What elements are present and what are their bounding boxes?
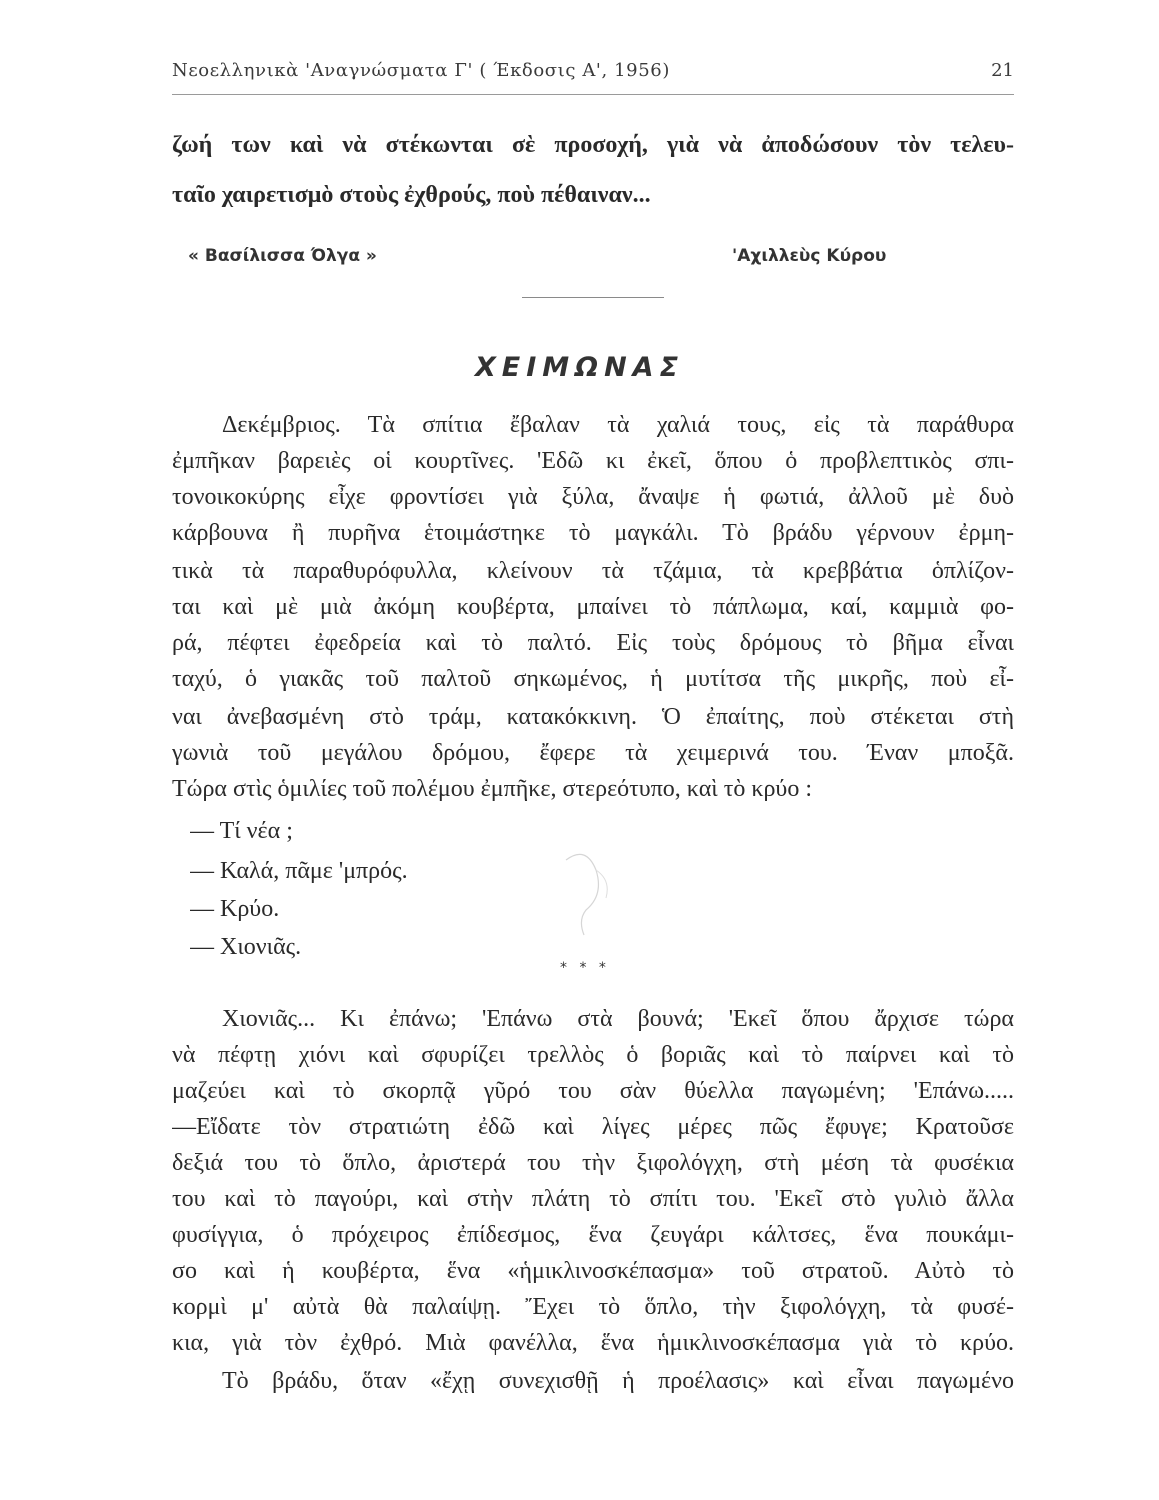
paragraph-line: γωνιὰ τοῦ μεγάλου δρόμου, ἔφερε τὰ χειμερινά του. Έναν μποξᾶ. — [172, 740, 1014, 766]
book-title: Νεοελληνικὰ 'Αναγνώσματα Γ' ( Έκδοσις Α', 1956) — [172, 60, 670, 81]
paragraph-line: —Εἴδατε τὸν στρατιώτη ἐδῶ καὶ λίγες μέρες πῶς ἔφυγε; Κρατοῦσε — [172, 1114, 1014, 1140]
source-title: « Βασίλισσα Όλγα » — [188, 246, 377, 266]
paragraph-line: ται καὶ μὲ μιὰ ἀκόμη κουβέρτα, μπαίνει τὸ πάπλωμα, καί, καμμιὰ φο- — [172, 594, 1014, 620]
paragraph-line: τικὰ τὰ παραθυρόφυλλα, κλείνουν τὰ τζάμια, τὰ κρεββάτια ὁπλίζον- — [172, 558, 1014, 584]
paragraph-line: Δεκέμβριος. Τὰ σπίτια ἔβαλαν τὰ χαλιά τους, εἰς τὰ παράθυρα — [222, 412, 1014, 438]
running-header — [172, 58, 1014, 95]
dialogue-line: — Τί νέα ; — [190, 818, 293, 844]
section-title: ΧΕΙΜΩΝΑΣ — [474, 352, 685, 383]
section-stars: * * * — [560, 960, 610, 976]
dialogue-line: — Καλά, πᾶμε 'μπρός. — [190, 858, 408, 884]
paragraph-line: μαζεύει καὶ τὸ σκορπᾷ γῦρό του σὰν θύελλα παγωμένη; 'Επάνω..... — [172, 1078, 1014, 1104]
page-number: 21 — [991, 60, 1014, 81]
paragraph-line: δεξιά του τὸ ὅπλο, ἀριστερά του τὴν ξιφολόγχη, στὴ μέση τὰ φυσέκια — [172, 1150, 1014, 1176]
paragraph-line: φυσίγγια, ὁ πρόχειρος ἐπίδεσμος, ἕνα ζευγάρι κάλτσες, ἕνα πουκάμι- — [172, 1222, 1014, 1248]
dialogue-line: — Χιονιᾶς. — [190, 934, 302, 960]
section-divider — [522, 297, 664, 298]
prev-passage-line: ζωή των καὶ νὰ στέκωνται σὲ προσοχή, γιὰ νὰ ἀποδώσουν τὸν τελευ- — [172, 132, 1014, 158]
paragraph-line: του καὶ τὸ παγούρι, καὶ στὴν πλάτη τὸ σπίτι του. 'Εκεῖ στὸ γυλιὸ ἄλλα — [172, 1186, 1014, 1212]
paragraph-line: ἐμπῆκαν βαρειὲς οἱ κουρτῖνες. 'Εδῶ κι ἐκεῖ, ὅπου ὁ προβλεπτικὸς σπι- — [172, 448, 1014, 474]
paragraph-line: ναι ἀνεβασμένη στὸ τράμ, κατακόκκινη. Ὁ ἐπαίτης, ποὺ στέκεται στὴ — [172, 704, 1014, 730]
dialogue-line: — Κρύο. — [190, 896, 280, 922]
author-name: 'Αχιλλεὺς Κύρου — [732, 246, 887, 266]
paragraph-line: Χιονιᾶς... Κι ἐπάνω; 'Επάνω στὰ βουνά; 'Εκεῖ ὅπου ἄρχισε τώρα — [222, 1006, 1014, 1032]
prev-passage-line: ταῖο χαιρετισμὸ στοὺς ἐχθρούς, ποὺ πέθαιναν... — [172, 182, 651, 208]
paragraph-line: ρά, πέφτει ἐφεδρεία καὶ τὸ παλτό. Εἰς τοὺς δρόμους τὸ βῆμα εἶναι — [172, 630, 1014, 656]
paragraph-line: Τώρα στὶς ὁμιλίες τοῦ πολέμου ἐμπῆκε, στερεότυπο, καὶ τὸ κρύο : — [172, 776, 812, 802]
paragraph-line: Τὸ βράδυ, ὅταν «ἔχῃ συνεχισθῇ ἡ προέλασις» καὶ εἶναι παγωμένο — [222, 1368, 1014, 1394]
paragraph-line: σο καὶ ἡ κουβέρτα, ἕνα «ἡμικλινοσκέπασμα» τοῦ στρατοῦ. Αὐτὸ τὸ — [172, 1258, 1014, 1284]
paragraph-line: ταχύ, ὁ γιακᾶς τοῦ παλτοῦ σηκωμένος, ἡ μυτίτσα τῆς μικρῆς, ποὺ εἶ- — [172, 666, 1014, 692]
paragraph-line: τονοικοκύρης εἶχε φροντίσει γιὰ ξύλα, ἄναψε ἡ φωτιά, ἀλλοῦ μὲ δυὸ — [172, 484, 1014, 510]
paragraph-line: νὰ πέφτῃ χιόνι καὶ σφυρίζει τρελλὸς ὁ βοριᾶς καὶ τὸ παίρνει καὶ τὸ — [172, 1042, 1014, 1068]
paragraph-line: κια, γιὰ τὸν ἐχθρό. Μιὰ φανέλλα, ἕνα ἡμικλινοσκέπασμα γιὰ τὸ κρύο. — [172, 1330, 1014, 1356]
faint-sketch — [556, 840, 626, 950]
paragraph-line: κάρβουνα ἢ πυρῆνα ἑτοιμάστηκε τὸ μαγκάλι. Τὸ βράδυ γέρνουν ἐρμη- — [172, 520, 1014, 546]
paragraph-line: κορμὶ μ' αὐτὰ θὰ παλαίψῃ. Ἔχει τὸ ὅπλο, τὴν ξιφολόγχη, τὰ φυσέ- — [172, 1294, 1014, 1320]
